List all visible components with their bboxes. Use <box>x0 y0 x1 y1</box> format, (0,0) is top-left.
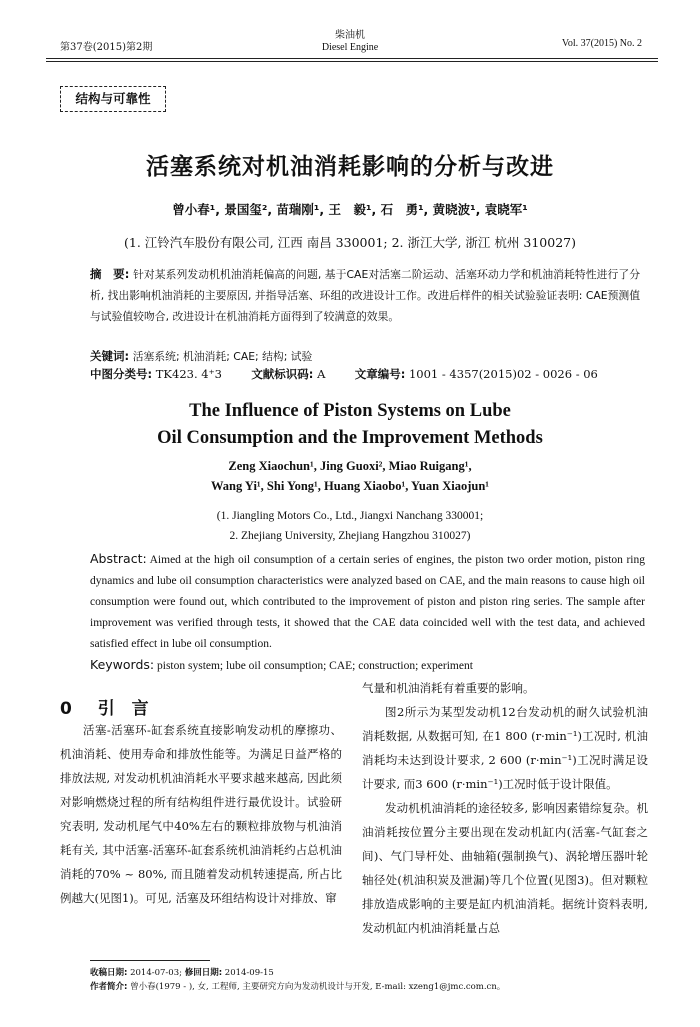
column-tag: 结构与可靠性 <box>60 86 166 112</box>
section-number: 0 <box>60 699 72 719</box>
abstract-en-label: Abstract: <box>90 551 147 566</box>
section-title: 引 言 <box>97 699 149 719</box>
body-paragraph: 气量和机油消耗有着重要的影响。 <box>362 681 535 695</box>
received-label: 收稿日期: <box>90 968 128 978</box>
affiliation-en-line2: 2. Zhejiang University, Zhejiang Hangzhou 310027) <box>229 530 471 542</box>
body-right-column <box>362 676 648 940</box>
clc-label: 中图分类号: <box>90 367 153 381</box>
abstract-en <box>90 548 645 655</box>
affiliation-cn: (1. 江铃汽车股份有限公司, 江西 南昌 330001; 2. 浙江大学, 浙江 杭州 310027) <box>124 235 576 250</box>
abstract-cn <box>90 264 640 327</box>
authors-en <box>0 456 700 496</box>
authors-cn: 曾小春¹, 景国玺², 苗瑞刚¹, 王 毅¹, 石 勇¹, 黄晓波¹, 袁晓军¹ <box>172 202 528 217</box>
title-en-line2: Oil Consumption and the Improvement Methods <box>157 428 543 448</box>
title-cn: 活塞系统对机油消耗影响的分析与改进 <box>146 154 554 180</box>
section-heading <box>60 694 149 719</box>
doc-code-label: 文献标识码: <box>251 367 314 381</box>
keywords-cn-text: 活塞系统; 机油消耗; CAE; 结构; 试验 <box>132 350 313 363</box>
body-paragraph: 活塞-活塞环-缸套系统直接影响发动机的摩擦功、机油消耗、使用寿命和排放性能等。为满足日益严格的排放法规, 对发动机机油消耗水平要求越来越高, 因此须对影响燃烧过程的所有结构组件进行最优设计。试验研究表明, 发动机尾气中40%左右的颗粒排放物与机油消耗有关, 其中活塞-活塞环-缸套系统机油消耗约占总机油消耗的70% ~ 80%, 而且随着发动机转速提高, 所占比例越大(见图1)。可见, 活塞及环组结构设计对排放、窜 <box>60 723 342 905</box>
header-journal-en: Diesel Engine <box>321 42 379 53</box>
article-no-label: 文章编号: <box>354 367 406 381</box>
author-bio-label: 作者简介: <box>90 982 128 992</box>
keywords-en <box>90 654 645 677</box>
keywords-cn-label: 关键词: <box>90 349 130 363</box>
header-volume: Vol. 37(2015) No. 2 <box>561 38 642 49</box>
affiliation-en <box>0 506 700 546</box>
authors-en-line2: Wang Yi¹, Shi Yong¹, Huang Xiaobo¹, Yuan Xiaojun¹ <box>210 479 490 493</box>
article-no-value: 1001 - 4357(2015)02 - 0026 - 06 <box>408 367 598 381</box>
revised-label: 修回日期: <box>184 968 223 978</box>
keywords-en-text: piston system; lube oil consumption; CAE; construction; experiment <box>157 660 473 672</box>
header-rule <box>46 58 658 59</box>
doc-code-value: A <box>317 367 326 381</box>
authors-en-line1: Zeng Xiaochun¹, Jing Guoxi², Miao Ruigang¹, <box>228 459 472 473</box>
clc-value: TK423. 4⁺3 <box>155 367 222 381</box>
abstract-cn-text: 针对某系列发动机机油消耗偏高的问题, 基于CAE对活塞二阶运动、活塞环动力学和机油消耗特性进行了分析, 找出影响机油消耗的主要原因, 并指导活塞、环组的改进设计工作。改进后样件的相关试验验证表明: CAE预测值与试验值较吻合, 改进设计在机油消耗方面得到了较满意的效果。 <box>90 268 641 323</box>
abstract-en-text: Aimed at the high oil consumption of a certain series of engines, the piston two order motion, piston ring dynamics and lube oil consumption characteristics were analyzed based on CAE, and the main reasons to cause high oil consumption were found out, which contributed to the improvement of piston and piston ring series. The sample after improvement was verified through tests, it showed that the CAE data coincided well with the test data, and achieved satisfied effect in lube oil consumption. <box>90 554 645 650</box>
affiliation-en-line1: (1. Jiangling Motors Co., Ltd., Jiangxi Nanchang 330001; <box>216 510 484 522</box>
author-bio-text: 曾小春(1979 - ), 女, 工程师, 主要研究方向为发动机设计与开发, E-mail: xzeng1@jmc.com.cn。 <box>130 982 506 992</box>
header-journal-cn: 柴油机 <box>335 30 365 41</box>
header-rule-thin <box>46 61 658 62</box>
received-date: 2014-07-03; <box>130 968 182 978</box>
body-left-column <box>60 718 342 910</box>
keywords-en-label: Keywords: <box>90 657 155 672</box>
revised-date: 2014-09-15 <box>224 968 274 978</box>
title-en-line1: The Influence of Piston Systems on Lube <box>189 401 511 421</box>
footnote-rule <box>90 960 210 961</box>
body-paragraph: 图2所示为某型发动机12台发动机的耐久试验机油消耗数据, 从数据可知, 在1 800 (r·min⁻¹)工况时, 机油消耗均未达到设计要求, 2 600 (r·min⁻¹)工况时满足设计要求, 而3 600 (r·min⁻¹)工况时低于设计限值。 <box>362 705 648 791</box>
abstract-cn-label: 摘 要: <box>90 267 130 281</box>
header-issue: 第37卷(2015)第2期 <box>60 42 153 53</box>
footnote <box>90 966 670 994</box>
body-paragraph: 发动机机油消耗的途径较多, 影响因素错综复杂。机油消耗按位置分主要出现在发动机缸内(活塞-气缸套之间)、气门导杆处、曲轴箱(强制换气)、涡轮增压器叶轮轴径处(机油积炭及泄漏)等几个位置(见图3)。但对颗粒排放造成影响的主要是缸内机油消耗。据统计资料表明, 发动机缸内机油消耗量占总 <box>362 801 648 935</box>
header-journal <box>290 30 410 54</box>
title-en <box>0 398 700 452</box>
classification-line <box>90 364 640 384</box>
